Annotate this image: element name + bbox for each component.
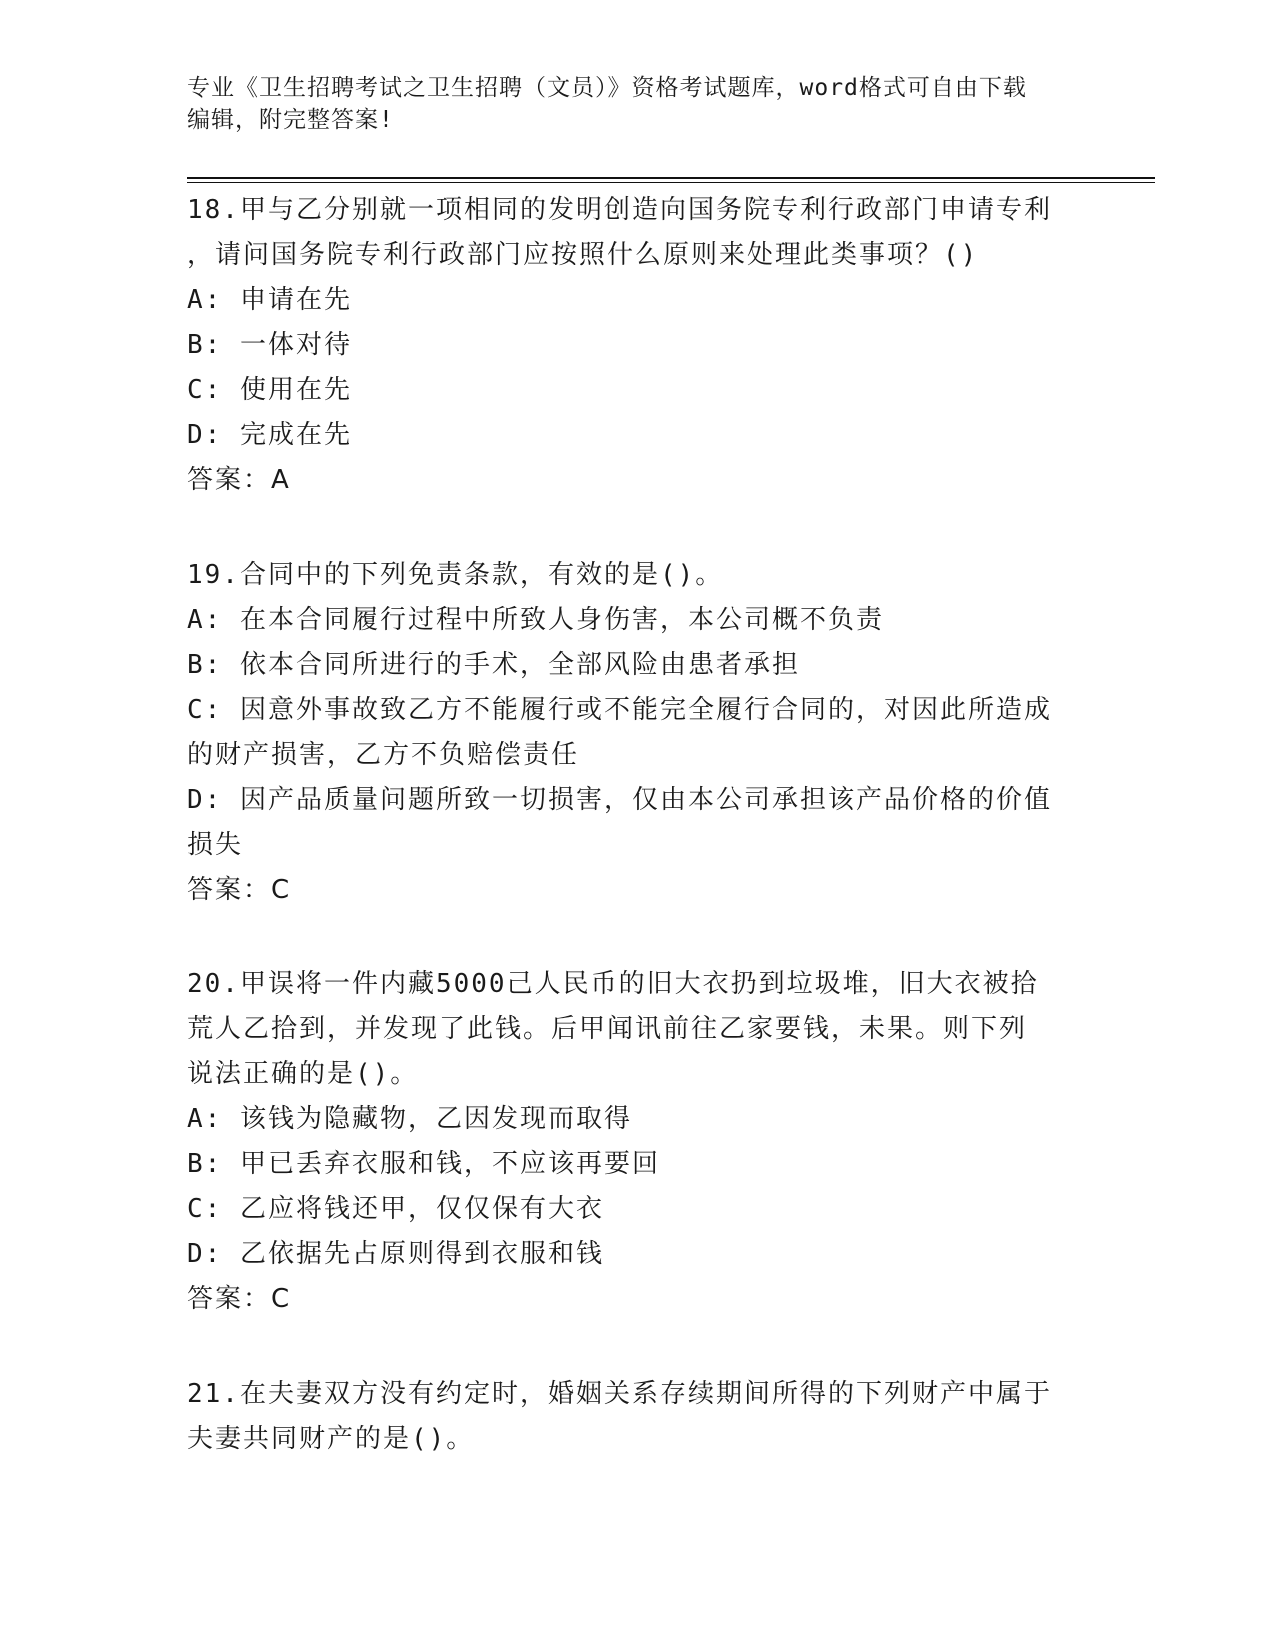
question-stem-line: 19.合同中的下列免责条款，有效的是()。 bbox=[187, 560, 724, 590]
option-b: B: 依本合同所进行的手术，全部风险由患者承担 bbox=[187, 650, 800, 680]
question-21 bbox=[187, 1372, 1077, 1462]
question-stem-line: 说法正确的是()。 bbox=[187, 1059, 419, 1089]
option-d: D: 乙依据先占原则得到衣服和钱 bbox=[187, 1239, 604, 1269]
question-18 bbox=[187, 188, 1077, 503]
option-c-continuation: 的财产损害，乙方不负赔偿责任 bbox=[187, 740, 580, 770]
question-stem-line: 21.在夫妻双方没有约定时，婚姻关系存续期间所得的下列财产中属于 bbox=[187, 1379, 1052, 1409]
option-c: C: 乙应将钱还甲，仅仅保有大衣 bbox=[187, 1194, 604, 1224]
question-19 bbox=[187, 553, 1077, 913]
question-stem-line: ，请问国务院专利行政部门应按照什么原则来处理此类事项？() bbox=[187, 240, 979, 270]
option-b: B: 甲已丢弃衣服和钱，不应该再要回 bbox=[187, 1149, 660, 1179]
option-a: A: 申请在先 bbox=[187, 285, 352, 315]
header-divider-thick bbox=[187, 177, 1155, 179]
question-20 bbox=[187, 962, 1077, 1322]
question-stem-line: 18.甲与乙分别就一项相同的发明创造向国务院专利行政部门申请专利 bbox=[187, 195, 1052, 225]
header-line-1: 专业《卫生招聘考试之卫生招聘（文员）》资格考试题库，word格式可自由下载 bbox=[187, 75, 1027, 101]
option-b: B: 一体对待 bbox=[187, 330, 352, 360]
question-stem-line: 夫妻共同财产的是()。 bbox=[187, 1424, 475, 1454]
header-divider-thin bbox=[187, 182, 1155, 183]
option-c: C: 因意外事故致乙方不能履行或不能完全履行合同的，对因此所造成 bbox=[187, 695, 1052, 725]
answer-label: 答案：A bbox=[187, 465, 291, 495]
option-d: D: 完成在先 bbox=[187, 420, 352, 450]
option-d-continuation: 损失 bbox=[187, 830, 244, 860]
answer-label: 答案：C bbox=[187, 1284, 292, 1314]
option-d: D: 因产品质量问题所致一切损害，仅由本公司承担该产品价格的价值 bbox=[187, 785, 1052, 815]
answer-label: 答案：C bbox=[187, 875, 292, 905]
option-a: A: 该钱为隐藏物，乙因发现而取得 bbox=[187, 1104, 632, 1134]
question-stem-line: 20.甲误将一件内藏5000己人民币的旧大衣扔到垃圾堆，旧大衣被拾 bbox=[187, 969, 1039, 999]
document-header bbox=[187, 72, 1087, 136]
option-a: A: 在本合同履行过程中所致人身伤害，本公司概不负责 bbox=[187, 605, 884, 635]
option-c: C: 使用在先 bbox=[187, 375, 352, 405]
header-line-2: 编辑，附完整答案! bbox=[187, 107, 394, 133]
question-stem-line: 荒人乙拾到，并发现了此钱。后甲闻讯前往乙家要钱，未果。则下列 bbox=[187, 1014, 1028, 1044]
